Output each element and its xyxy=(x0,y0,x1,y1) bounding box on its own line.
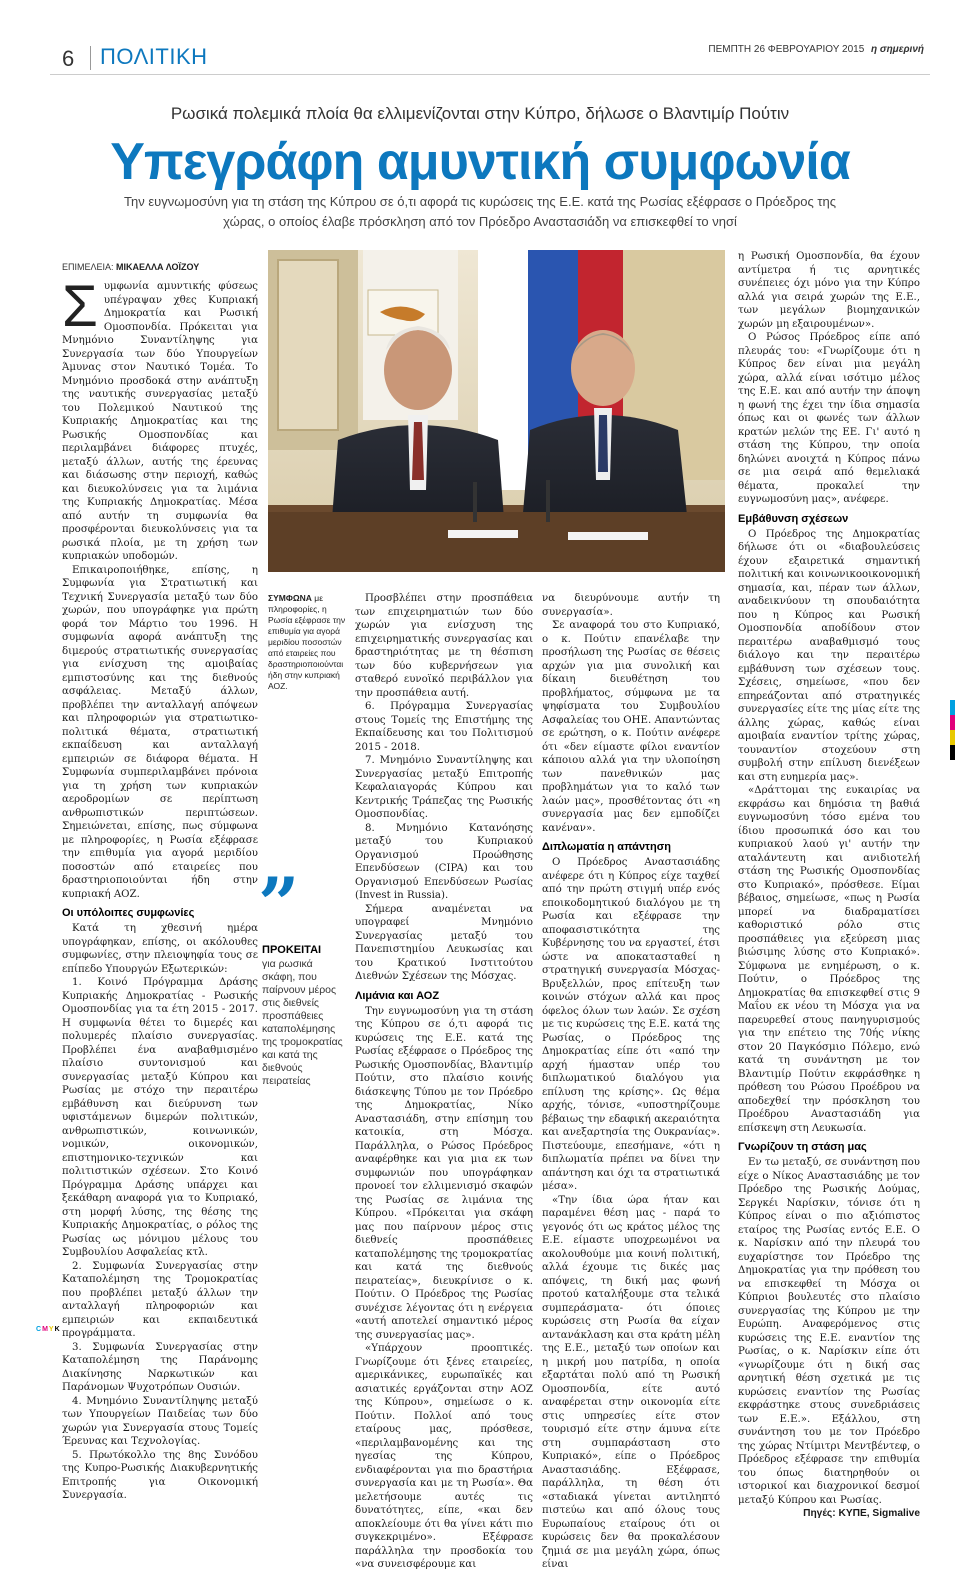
paragraph: 7. Μνημόνιο Συναντίληψης και Συνεργασίας μεταξύ Επιτροπής Κεφαλαιαγοράς Κύπρου και Κεντρικής Τράπεζας της Ρωσικής Ομοσπονδίας. xyxy=(355,755,533,820)
paragraph: Ο Ρώσος Πρόεδρος είπε από πλευράς του: «Γνωρίζουμε ότι η Κύπρος δεν είναι μια μεγάλη χώρα, αλλά είναι ισότιμο μέλος της Ε.Ε. και από αυτήν την άποψη η φωνή της έχει την ίδια σημασία όπως και οι φωνές των άλλων κρατών μελών της ΕΕ. Γι' αυτό η στάση της Κύπρου, την οποία δηλώνει ανοιχτά η Κύπρος πάνω σε μια σειρά από θεμελιακά θέματα, προκαλεί την ευγνωμοσύνη μας», ανέφερε. xyxy=(738,332,920,505)
pull-quote-lead: ΠΡΟΚΕΙΤΑΙ xyxy=(262,944,322,956)
paragraph: «Δράττομαι της ευκαιρίας να εκφράσω και δημόσια τη βαθιά ευγνωμοσύνη τόσο εμένα του ίδιου προσωπικά όσο και του κυπριακού λαού γι' αυτήν την αταλάντευτη και ανιδιοτελή στάση της Ρωσικής Ομοσπονδίας στο Κυπριακό», πρόσθεσε. Είμαι βέβαιος, σημείωσε, «πως η Ρωσία μπορεί να διαδραματίσει καθοριστικό ρόλο στις προσπάθειες για εξεύρεση μιας βιώσιμης λύσης στο Κυπριακό». Σύμφωνα με ενημέρωση, ο κ. Πούτιν, ο Πρόεδρος της Δημοκρατίας θα επισκεφθεί στις 9 Μαΐου εκ νέου τη Μόσχα για να παρευρεθεί στους πανηγυρισμούς για την επέτειο της 70ής νίκης στον 20 Παγκόσμιο Πόλεμο, ενώ κατά τη συνάντηση με τον Βλαντιμίρ Πούτιν εκφράσθηκε η πρόθεση του Ρώσου Προέδρου να αποδεχθεί την πρόσκληση του Προέδρου Αναστασιάδη για επίσκεψη στη Λευκωσία. xyxy=(738,785,920,1134)
paragraph: Εν τω μεταξύ, σε συνάντηση που είχε ο Νίκος Αναστασιάδης με τον Πρόεδρο της Ρωσικής Δούμας, Σεργκέι Ναρίσκιν, τόνισε ότι η Κύπρος είναι ο πιο αξιόπιστος εταίρος της Ρωσίας εντός Ε.Ε. Ο κ. Ναρίσκιν από την πλευρά του ευχαρίστησε τον Πρόεδρο της Δημοκρατίας για την πρόθεση του να επισκεφθεί τη Μόσχα οι Κύπριοι βουλευτές στο πλαίσιο συνεργασίας της Κύπρου με την Ευρώπη. Αναφερόμενος στις κυρώσεις της Ε.Ε. εναντίον της Ρωσίας, ο κ. Ναρίσκιν είπε ότι «γνωρίζουμε ότι η δική σας αρνητική θέση σχετικά με τις κυρώσεις εναντίον της Ρωσίας εκφράστηκε στους συνεδριάσεις των Ε.Ε.». Εξάλλου, στη συνάντηση του με τον Πρόεδρο της χώρας Ντίμιτρι Μεντβέντεφ, ο Πρόεδρος εξέφρασε την επιθυμία του όπως διατηρηθούν οι ιστορικοί και διαχρονικοί δεσμοί μεταξύ Κύπρου και Ρωσίας. xyxy=(738,1157,920,1506)
column-4 xyxy=(542,592,720,1572)
photo-caption xyxy=(268,593,350,692)
section-title: ΠΟΛΙΤΙΚΗ xyxy=(100,44,208,69)
paragraph: 8. Μνημόνιο Κατανόησης μεταξύ του Κυπριακού Οργανισμού Προώθησης Επενδύσεων (CIPA) και του Οργανισμού Επενδύσεων Ρωσίας (Invest in Russia). xyxy=(355,822,533,901)
top-rule xyxy=(50,74,930,75)
pull-quote-text: για ρωσικά σκάφη, που παίρνουν μέρος στις διεθνείς προσπάθειες καταπολέμησης της τρομοκρατίας και κατά της διεθνούς πειρατείας xyxy=(262,958,343,1087)
pull-quote xyxy=(262,944,346,1088)
sources: Πηγές: ΚΥΠΕ, Sigmalive xyxy=(803,1508,920,1519)
subheading: Εμβάθυνση σχέσεων xyxy=(738,512,849,525)
paragraph: υμφωνία αμυντικής φύσεως υπέγραψαν χθες Κυπριακή Δημοκρατία και Ρωσική Ομοσπονδία. Πρόκειται για Μνημόνιο Συναντίληψης για Συνεργασία των δύο Υπουργείων Άμυνας στον Ναυτικό Τομέα. Το Μνημόνιο προσδοκά στην ανάπτυξη της ναυτικής συνεργασίας μεταξύ του Πολεμικού Ναυτικού της Κυπριακής Δημοκρατίας και της Ρωσικής Ομοσπονδίας και περιλαμβάνει διάφορες πτυχές, μεταξύ άλλων, αυτής της έρευνας και διάσωσης στην περιοχή, καθώς και διευκολύνσεις για τα λιμάνια της Κυπριακής Δημοκρατίας. Μέσα από αυτήν τη συμφωνία θα προσφέρονται διευκολύνσεις για τα ρωσικά πλοία, με τη χρήση των κυπριακών υποδομών. xyxy=(62,281,258,562)
paragraph: Την ευγνωμοσύνη για τη στάση της Κύπρου σε ό,τι αφορά τις κυρώσεις της Ε.Ε. κατά της Ρωσίας εξέφρασε ο Πρόεδρος της Ρωσικής Ομοσπονδίας, Βλαντιμίρ Πούτιν, στο πλαίσιο κοινής διάσκεψης Τύπου με τον Πρόεδρο της Δημοκρατίας, Νίκο Αναστασιάδη, στην επίσημη του κατοικία, στη Μόσχα. Παράλληλα, ο Ρώσος Πρόεδρος αναφέρθηκε και για μια εκ των συμφωνιών που υπογράφηκαν προνοεί τον ελλιμενισμό σκαφών της Ρωσίας σε λιμάνια της Κύπρου. «Πρόκειται για σκάφη μας που παίρνουν μέρος στις διεθνείς προσπάθειες καταπολέμησης της τρομοκρατίας και κατά της διεθνούς πειρατείας», διευκρίνισε ο κ. Πούτιν. Ο Πρόεδρος της Ρωσίας συνέχισε λέγοντας ότι η ενέργεια «αυτή αποτελεί σημαντικό μέρος της συνεργασίας μας». xyxy=(355,1005,533,1341)
paragraph: να διευρύνουμε αυτήν τη συνεργασία». xyxy=(542,593,720,618)
paragraph: 3. Συμφωνία Συνεργασίας στην Καταπολέμηση της Παράνομης Διακίνησης Ναρκωτικών και Παράνομων Ψυχοτρόπων Ουσιών. xyxy=(62,1341,258,1393)
paper-name: η σημερινή xyxy=(871,44,924,55)
paragraph: «Υπάρχουν προοπτικές. Γνωρίζουμε ότι ξένες εταιρείες, αμερικάνικες, ευρωπαϊκές και ασιατικές εργάζονται στην ΑΟΖ της Κύπρου», σημείωσε ο κ. Πούτιν. Πολλοί από τους εταίρους μας, πρόσθεσε, «περιλαμβανομένης και της ηγεσίας της Κύπρου, ενδιαφέρονται για πιο δραστήρια συνεργασία και με τη Ρωσία». Θα μελετήσουμε αυτές τις δυνατότητες, είπε, «και δεν αποκλείουμε ότι θα γίνει κάτι πιο συγκεκριμένο». Εξέφρασε παράλληλα την προσδοκία του «να συνεισφέρουμε και xyxy=(355,1343,533,1570)
paragraph: Ο Πρόεδρος της Δημοκρατίας δήλωσε ότι οι «διαβουλεύσεις έχουν εξαιρετικά σημαντική πολιτική και κοινωνικοοικονομική σημασία, και, πέραν των άλλων, αναδεικνύουν τη σπουδαιότητα που η Κύπρος και Ρωσική Ομοσπονδία αποδίδουν στον περαιτέρω αναβαθμισμό τους διάλογο και την περαιτέρω εμβάθυνση των σχέσεων τους. Σχέσεις, σημείωσε, «που δεν επηρεάζονται από στρατηγικές συνεργασίες είτε της μίας είτε της άλλης χώρας, καθώς είναι αμοιβαία εναντίον τρίτης χώρας, τουναντίον στοχεύουν στη συμβολή στην επίλυση διενέξεων και στη ευημερία μας». xyxy=(738,528,920,783)
byline xyxy=(62,262,199,272)
paragraph: Προσβλέπει στην προσπάθεια των επιχειρηματιών των δύο χωρών για ενίσχυση της επιχειρηματικής συνεργασίας και δραστηριότητας με τη θέσπιση των δύο κυβερνήσεων για σταθερό ευνοϊκό περιβάλλον για την προσπάθεια αυτή. xyxy=(355,593,533,699)
subheading: Οι υπόλοιπες συμφωνίες xyxy=(62,907,195,919)
cmyk-marks: CMYK xyxy=(36,1326,61,1333)
byline-label: ΕΠΙΜΕΛΕΙΑ: xyxy=(62,262,114,272)
headline: Υπεγράφη αμυντική συμφωνία xyxy=(110,133,850,191)
section-separator xyxy=(90,46,91,70)
paragraph: Επικαιροποιήθηκε, επίσης, η Συμφωνία για Στρατιωτική και Τεχνική Συνεργασία μεταξύ των δύο χωρών, που υπογράφηκε για πρώτη φορά τον Μάρτιο του 1996. Η συμφωνία αφορά ανάπτυξη της διμερούς στρατιωτικής συνεργασίας για ενίσχυση της αμοιβαίας εμπιστοσύνης και της διεθνούς ασφάλειας. Μεταξύ άλλων, προβλέπει την ανταλλαγή απόψεων και πληροφοριών για στρατιωτικο-πολιτικά θέματα, στρατιωτική εκπαίδευση και ανταλλαγή εμπειριών σε διάφορα θέματα. Η Συμφωνία συμπεριλαμβάνει πρόνοια για τη χρήση των κυπριακών αεροδρομίων σε περίπτωση ανθρωπιστικών περιπτώσεων. Σημειώνεται, επίσης, πως σύμφωνα με πληροφορίες, η Ρωσία εξέφρασε την επιθυμία για αγορά μεριδίου ποσοστών από εταιρείες που δραστηριοποιούνται ήδη στην κυπριακή ΑΟΖ. xyxy=(62,564,258,900)
registration-bar xyxy=(950,700,955,760)
paragraph: Σε αναφορά του στο Κυπριακό, ο κ. Πούτιν επανέλαβε την προσήλωση της Ρωσίας σε θέσεις αρχών για μια συνολική και δίκαιη διευθέτηση του προβλήματος, σύμφωνα με τα ψηφίσματα του Συμβουλίου Ασφαλείας του ΟΗΕ. Απαντώντας σε ερώτηση, ο κ. Πούτιν ανέφερε ότι «δεν είμαστε φίλοι εναντίον κάποιου αλλά για την υλοποίηση των πανεθνικών μας προβλημάτων για το καλό των λαών μας», προσθέτοντας ότι «η συνεργασία μας δεν εμποδίζει κανέναν». xyxy=(542,620,720,834)
standfirst: Την ευγνωμοσύνη για τη στάση της Κύπρου σε ό,τι αφορά τις κυρώσεις της Ε.Ε. κατά της Ρωσίας εξέφρασε ο Πρόεδρος της χώρας, ο οποίος έλαβε πρόσκληση από τον Πρόεδρο Αναστασιάδη να επισκεφθεί το νησί xyxy=(124,194,836,229)
byline-name: ΜΙΚΑΕΛΛΑ ΛΟΪΖΟΥ xyxy=(116,262,200,272)
paragraph: Σήμερα αναμένεται να υπογραφεί Μνημόνιο Συνεργασίας μεταξύ του Πανεπιστημίου Λευκωσίας και του Κρατικού Ινστιτούτου Διεθνών Σχέσεων της Μόσχας. xyxy=(355,903,533,982)
dateline xyxy=(708,44,924,55)
paragraph: 1. Κοινό Πρόγραμμα Δράσης Κυπριακής Δημοκρατίας - Ρωσικής Ομοσπονδίας για τα έτη 2015 - 2017. Η συμφωνία θέτει το διμερές και πολυμερές πλαίσιο συνεργασίας. Προβλέπει ένα αναβαθμισμένο πλαίσιο συντονισμού και συνεργασίας μεταξύ Κύπρου και Ρωσίας με στόχο την περαιτέρω εμβάθυνση και διεύρυνση των υφιστάμενων διμερών πολιτικών, ανθρωπιστικών, κοινωνικών, νομικών, οικονομικών, επιστημονικο-τεχνικών και πολιτιστικών σχέσεων. Στο Κοινό Πρόγραμμα Δράσης υπάρχει και ξεκάθαρη αναφορά για το Κυπριακό, στη μορφή λύσης, της θέσης της Κυπριακής Δημοκρατίας, ο ρόλος της Ρωσίας ως μόνιμου μέλους του Συμβουλίου Ασφαλείας κτλ. xyxy=(62,977,258,1258)
issue-date: ΠΕΜΠΤΗ 26 ΦΕΒΡΟΥΑΡΙΟΥ 2015 xyxy=(708,44,865,55)
page-number: 6 xyxy=(62,46,75,71)
dropcap: Σ xyxy=(62,274,98,339)
paragraph: 2. Συμφωνία Συνεργασίας στην Καταπολέμηση της Τρομοκρατίας που προβλέπει μεταξύ άλλων την ανταλλαγή πληροφοριών και εμπειριών και εκπαιδευτικά προγράμματα. xyxy=(62,1260,258,1339)
subheading: Διπλωματία η απάντηση xyxy=(542,841,671,853)
paragraph: 6. Πρόγραμμα Συνεργασίας στους Τομείς της Επιστήμης της Εκπαίδευσης και του Πολιτισμού 2015 - 2018. xyxy=(355,701,533,753)
subheading: Γνωρίζουν τη στάση μας xyxy=(738,1141,867,1153)
press-conference-photo xyxy=(268,250,725,572)
column-5 xyxy=(738,250,920,1521)
paragraph: Ο Πρόεδρος Αναστασιάδης ανέφερε ότι η Κύπρος είχε ταχθεί από την πρώτη στιγμή υπέρ ενός εποικοδομητικού διαλόγου με τη Ρωσία και εξέφρασε την αποφασιστικότητα της Κυβέρνησης του να εργαστεί, έτσι ώστε να αποκατασταθεί η στρατηγική συνεργασία Μόσχας-Βρυξελλών, προς επίτευξη των κοινών στόχων αλλά και προς όφελος όλων των λαών. Σε σχέση με τις κυρώσεις της Ε.Ε. κατά της Ρωσίας, ο Πρόεδρος της Δημοκρατίας είπε ότι «από την αρχή ήμασταν υπέρ του διπλωματικού διαλόγου για επίλυση της κρίσης». Ως θέμα αρχής, τόνισε, «υποστηρίζουμε βέβαιως την εδαφική ακεραιότητα και ανεξαρτησία της Ουκρανίας». Πιστεύουμε, επεσήμανε, «ότι η διπλωματία πρέπει να δίνει την απάντηση και όχι τα στρατιωτικά μέσα». xyxy=(542,857,720,1192)
column-1 xyxy=(62,274,258,1503)
paragraph: 4. Μνημόνιο Συναντίληψης μεταξύ των Υπουργείων Παιδείας των δύο χωρών για Συνεργασία στους Τομείς Έρευνας και Τεχνολογίας. xyxy=(62,1395,258,1447)
caption-lead: ΣΥΜΦΩΝΑ xyxy=(268,593,312,603)
paragraph: 5. Πρωτόκολλο της 8ης Συνόδου της Κυπρο-Ρωσικής Διακυβερνητικής Επιτροπής για Οικονομική Συνεργασία. xyxy=(62,1449,258,1501)
quote-mark-icon: ” xyxy=(258,861,300,946)
paragraph: Κατά τη χθεσινή ημέρα υπογράφηκαν, επίσης, οι ακόλουθες συμφωνίες, στην πλειοψηφία τους σε επίπεδο Υπουργών Εξωτερικών: xyxy=(62,923,258,975)
column-3 xyxy=(355,592,533,1572)
subheading: Λιμάνια και ΑΟΖ xyxy=(355,989,440,1002)
paragraph: «Την ίδια ώρα ήταν και παραμένει θέση μας - παρά το γεγονός ότι ως κράτος μέλος της Ε.Ε. είμαστε υποχρεωμένοι να ακολουθούμε μια κοινή πολιτική, αλλά έχουμε τις δικές μας απόψεις, τη δική μας φωνή προτού καταλήξουμε στα τελικά συμπεράσματα- ότι όποιες κυρώσεις στη Ρωσία θα είχαν αντανάκλαση και στα κράτη μέλη της Ε.Ε., μεταξύ των οποίων και η μικρή μου πατρίδα, η οποία εξαρτάται πολύ από τη Ρωσική Ομοσπονδία, είτε αυτό αναφέρεται στην οικονομία είτε στις υπηρεσίες είτε στον τουρισμό είτε στην άμυνα είτε στη συμπαράσταση στο Κυπριακό», είπε ο Πρόεδρος Αναστασιάδης. Εξέφρασε, παράλληλα, τη θέση ότι «σταδιακά γίνεται αντιληπτό πιστεύω και από όλους τους Ευρωπαίους εταίρους ότι οι κυρώσεις δεν θα προκαλέσουν ζημιά σε μια μεγάλη χώρα, όπως είναι xyxy=(542,1194,720,1570)
paragraph: η Ρωσική Ομοσπονδία, θα έχουν αντίμετρα ή τις αρνητικές συνέπειες όχι μόνο για την Κύπρο αλλά για σειρά χωρών της Ε.Ε., των μεγάλων βιομηχανικών χωρών μη εξαιρουμένων». xyxy=(738,251,920,330)
article-photo xyxy=(268,250,725,572)
kicker: Ρωσικά πολεμικά πλοία θα ελλιμενίζονται στην Κύπρο, δήλωσε ο Βλαντιμίρ Πούτιν xyxy=(170,104,790,123)
caption-text: με πληροφορίες, η Ρωσία εξέφρασε την επιθυμία για αγορά μεριδίου ποσοστών από εταιρείες που δραστηριοποιούνται ήδη στην κυπριακή ΑΟΖ. xyxy=(268,593,346,691)
